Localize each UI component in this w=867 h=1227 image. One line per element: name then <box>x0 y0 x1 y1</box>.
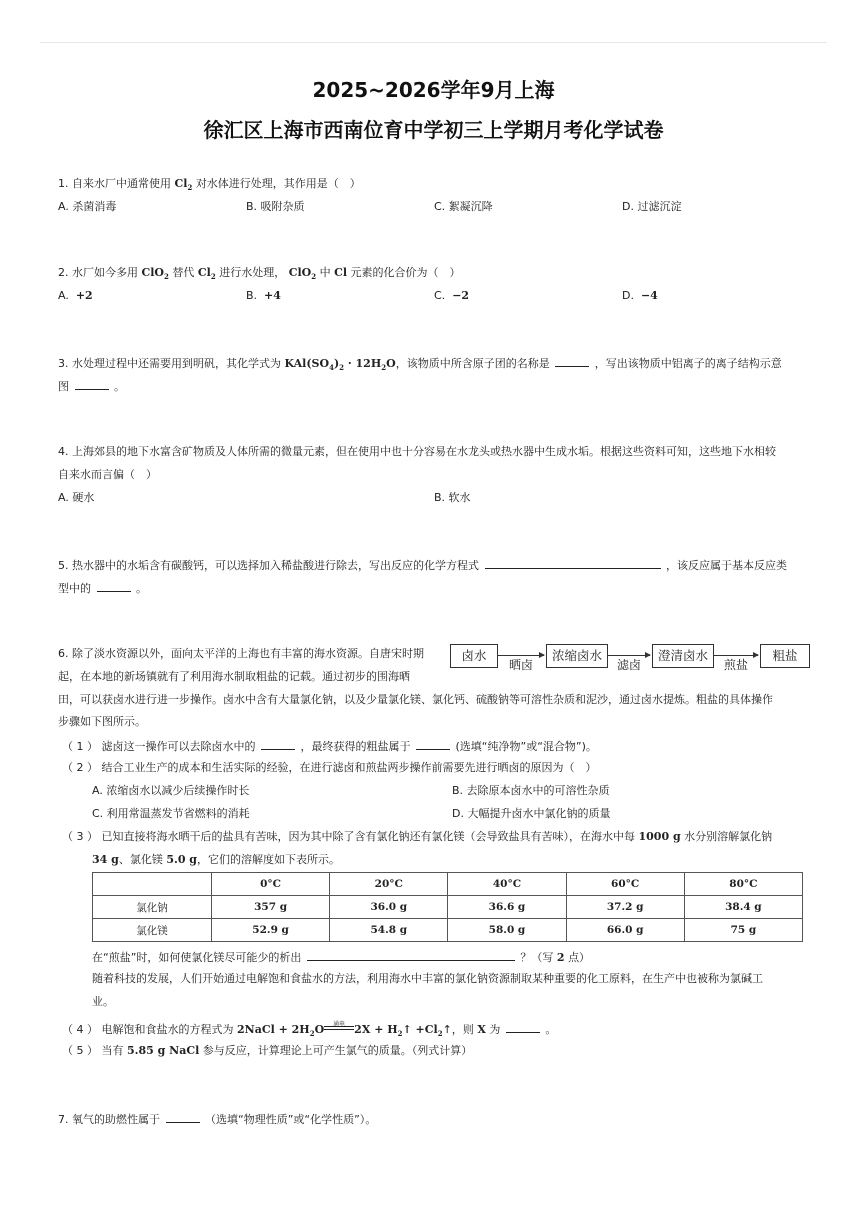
question-3-line1: 3. 水处理过程中还需要用到明矾，其化学式为 $KAl(SO_4)_2 \cdot 12H_2O$，该物质中所含原子团的名称是 ，写出该物质中铝离子的离子结构示意 <box>58 354 782 376</box>
table-row <box>93 896 803 919</box>
question-5-line2: 型中的 。 <box>58 579 147 597</box>
question-7: 7. 氧气的助燃性属于 （选填“物理性质”或“化学性质”）。 <box>58 1110 376 1128</box>
flow-box-crude-salt: 粗盐 <box>760 644 810 668</box>
q6-3-blank[interactable] <box>307 948 515 961</box>
q5-blank-equation[interactable] <box>485 556 661 569</box>
table-row <box>93 919 803 942</box>
question-6-p1: 6. 除了淡水资源以外，面向太平洋的上海也有丰富的海水资源。自唐宋时期 <box>58 647 424 660</box>
question-6-p4: 步骤如下图所示。 <box>58 715 146 728</box>
table-cell: 37.2 g <box>566 896 684 919</box>
q2-option-d[interactable]: D. −4 <box>622 289 658 302</box>
q2-option-c[interactable]: C. −2 <box>434 289 470 302</box>
q7-blank[interactable] <box>166 1110 200 1123</box>
q3-blank-2[interactable] <box>75 377 109 390</box>
q6-4-blank[interactable] <box>506 1020 540 1033</box>
q1-option-a[interactable]: A. 杀菌消毒 <box>58 200 117 213</box>
table-header-cell: 20°C <box>330 873 448 896</box>
question-1-stem: 1. 自来水厂中通常使用 $Cl_2$ 对水体进行处理，其作用是（ ） <box>58 177 361 193</box>
flow-box-clear-brine: 澄清卤水 <box>652 644 714 668</box>
q6-sub5: （ 5 ） 当有 5.85 g NaCl 参与反应，计算理论上可产生氯气的质量。（列式计算） <box>62 1044 473 1057</box>
table-header-cell <box>93 873 212 896</box>
top-divider <box>40 42 827 43</box>
q1-option-b[interactable]: B. 吸附杂质 <box>246 200 305 213</box>
exam-title-line2: 徐汇区上海市西南位育中学初三上学期月考化学试卷 <box>203 118 664 142</box>
q6-paragraph-line2: 业。 <box>92 995 114 1008</box>
q6-2-option-b[interactable]: B. 去除原本卤水中的可溶性杂质 <box>452 784 610 797</box>
q6-1-blank-2[interactable] <box>416 737 450 750</box>
solubility-table <box>92 872 803 942</box>
q1-option-d[interactable]: D. 过滤沉淀 <box>622 200 682 213</box>
question-4-line2: 自来水而言偏（ ） <box>58 468 157 481</box>
q5-blank-type[interactable] <box>97 579 131 592</box>
table-cell: 38.4 g <box>684 896 802 919</box>
question-6-p3: 田，可以获卤水进行进一步操作。卤水中含有大量氯化钠，以及少量氯化镁、氯化钙、硫酸钠等可溶性杂质和泥沙，通过卤水提炼。粗盐的具体操作 <box>58 693 773 706</box>
process-flow-diagram <box>450 640 815 676</box>
table-row-label: 氯化镁 <box>93 919 212 942</box>
q6-2-option-d[interactable]: D. 大幅提升卤水中氯化钠的质量 <box>452 807 611 820</box>
q4-option-b[interactable]: B. 软水 <box>434 491 471 504</box>
table-cell: 75 g <box>684 919 802 942</box>
q2-option-a[interactable]: A. +2 <box>58 289 93 302</box>
flow-label-sun-dry: 晒卤 <box>508 658 533 672</box>
table-cell: 36.6 g <box>448 896 566 919</box>
table-cell: 66.0 g <box>566 919 684 942</box>
q6-sub2: （ 2 ） 结合工业生产的成本和生活实际的经验，在进行滤卤和煎盐两步操作前需要先进行晒卤的原因为（ ） <box>62 761 597 774</box>
q1-option-c[interactable]: C. 絮凝沉降 <box>434 200 493 213</box>
question-4-line1: 4. 上海郊县的地下水富含矿物质及人体所需的微量元素，但在使用中也十分容易在水龙头或热水器中生成水垢。根据这些资料可知，这些地下水相较 <box>58 445 776 458</box>
q6-2-option-a[interactable]: A. 浓缩卤水以减少后续操作时长 <box>92 784 250 797</box>
q6-2-option-c[interactable]: C. 利用常温蒸发节省燃料的消耗 <box>92 807 250 820</box>
table-cell: 54.8 g <box>330 919 448 942</box>
q6-paragraph-line1: 随着科技的发展，人们开始通过电解饱和食盐水的方法，利用海水中丰富的氯化钠资源制取某种重要的化工原料，在生产中也被称为氯碱工 <box>92 972 763 985</box>
q6-1-blank-1[interactable] <box>261 737 295 750</box>
q6-sub3-after: 在“煎盐”时，如何使氯化镁尽可能少的析出 ？（写 2 点） <box>92 948 590 966</box>
q3-blank-1[interactable] <box>555 354 589 367</box>
flow-label-boil: 煎盐 <box>723 658 748 672</box>
table-header-cell: 80°C <box>684 873 802 896</box>
question-6-p2: 起，在本地的新场镇就有了利用海水制取粗盐的记载。通过初步的围海晒 <box>58 670 410 683</box>
question-2-stem: 2. 水厂如今多用 ClO$_2$ 替代 $Cl_2$ 进行水处理， ClO$_2$ 中 Cl 元素的化合价为（ ） <box>58 266 461 282</box>
table-cell: 52.9 g <box>212 919 330 942</box>
table-row-label: 氯化钠 <box>93 896 212 919</box>
table-cell: 357 g <box>212 896 330 919</box>
q4-option-a[interactable]: A. 硬水 <box>58 491 95 504</box>
exam-title-line1: 2025~2026学年9月上海 <box>312 78 555 102</box>
table-cell: 36.0 g <box>330 896 448 919</box>
q6-sub4: （ 4 ） 电解饱和食盐水的方程式为 2NaCl + $2H_2O$ 通电 $2X + H_2↑$ $+Cl_2↑$，则 X 为 。 <box>62 1020 556 1042</box>
table-header-cell: 0°C <box>212 873 330 896</box>
q2-option-b[interactable]: B. +4 <box>246 289 281 302</box>
flow-label-filter: 滤卤 <box>616 658 641 672</box>
table-header-row <box>93 873 803 896</box>
question-3-line2: 图 。 <box>58 377 125 395</box>
table-header-cell: 60°C <box>566 873 684 896</box>
table-header-cell: 40°C <box>448 873 566 896</box>
question-5-line1: 5. 热水器中的水垢含有碳酸钙，可以选择加入稀盐酸进行除去，写出反应的化学方程式 ，该反应属于基本反应类 <box>58 556 787 574</box>
q6-sub3-line2: 34 g、氯化镁 5.0 g，它们的溶解度如下表所示。 <box>92 853 341 866</box>
table-cell: 58.0 g <box>448 919 566 942</box>
flow-box-brine: 卤水 <box>450 644 498 668</box>
flow-box-concentrated-brine: 浓缩卤水 <box>546 644 608 668</box>
q6-sub3-line1: （ 3 ） 已知直接将海水晒干后的盐具有苦味，因为其中除了含有氯化钠还有氯化镁（会导致盐具有苦味），在海水中每 1000 g 水分别溶解氯化钠 <box>62 830 773 843</box>
equation-condition: 通电 <box>333 1021 346 1028</box>
q6-sub1: （ 1 ） 滤卤这一操作可以去除卤水中的 ，最终获得的粗盐属于 (选填“纯净物”或“混合物”)。 <box>62 737 597 755</box>
